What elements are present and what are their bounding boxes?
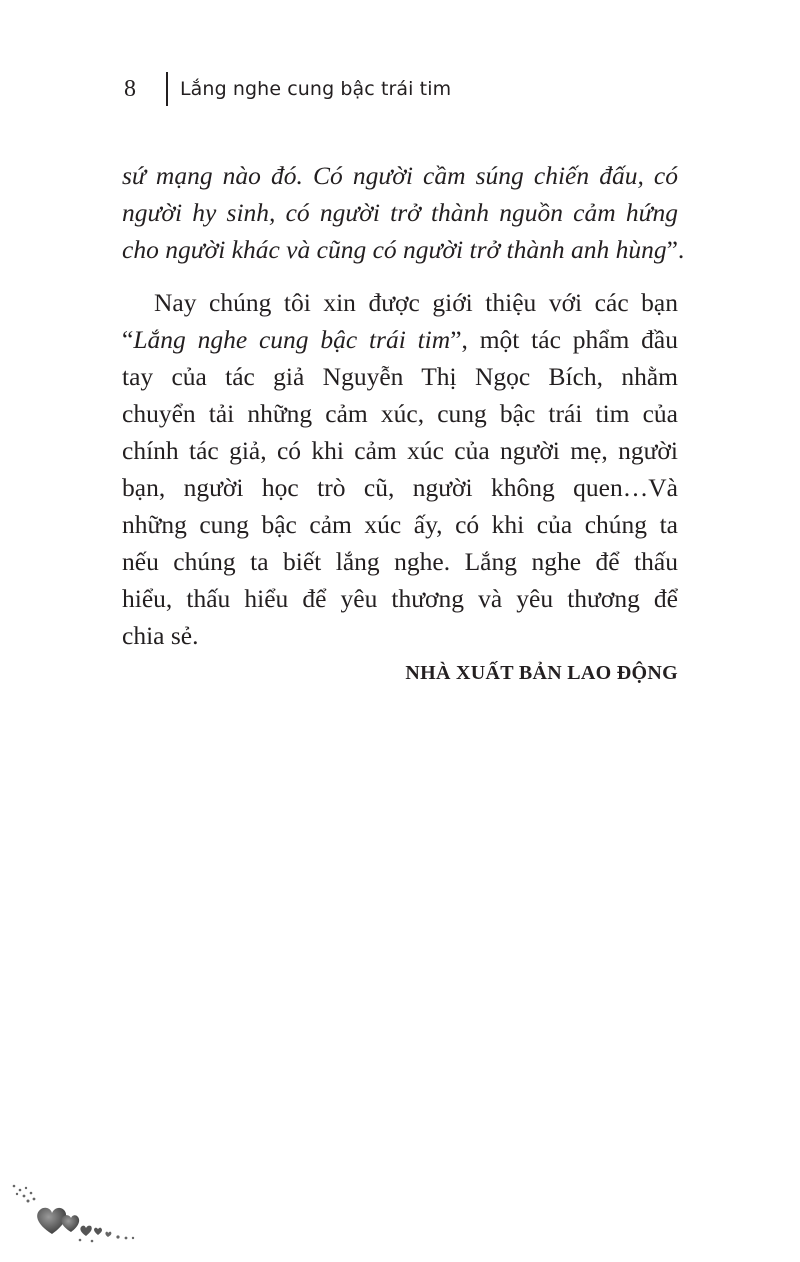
paragraph-line: chính tác giả, có khi cảm xúc của người mẹ, người bbox=[122, 436, 678, 465]
paragraph-line: bạn, người học trò cũ, người không quen…Và bbox=[122, 473, 678, 502]
quote-line: sứ mạng nào đó. Có người cầm súng chiến đấu, có bbox=[122, 161, 678, 190]
book-title: Lắng nghe cung bậc trái tim bbox=[133, 325, 451, 354]
open-quote: “ bbox=[122, 325, 134, 354]
quote-line: người hy sinh, có người trở thành nguồn cảm hứng bbox=[122, 198, 678, 227]
quote-continuation bbox=[122, 157, 685, 268]
paragraph-line-last: chia sẻ. bbox=[122, 621, 199, 650]
header-divider bbox=[166, 72, 168, 106]
quote-closing-mark: ”. bbox=[666, 235, 685, 264]
hearts-ornament-icon bbox=[8, 1180, 138, 1250]
publisher-signature: NHÀ XUẤT BẢN LAO ĐỘNG bbox=[405, 662, 678, 684]
paragraph-line: Nay chúng tôi xin được giới thiệu với các bạn bbox=[154, 288, 678, 317]
running-header bbox=[118, 72, 451, 106]
quote-line-last bbox=[122, 231, 685, 268]
paragraph-line: chuyển tải những cảm xúc, cung bậc trái tim của bbox=[122, 399, 678, 428]
page-number: 8 bbox=[124, 75, 136, 102]
paragraph-line: những cung bậc cảm xúc ấy, có khi của chúng ta bbox=[122, 510, 678, 539]
paragraph-text: ”, một tác phẩm đầu bbox=[450, 325, 678, 354]
paragraph-line: nếu chúng ta biết lắng nghe. Lắng nghe để thấu bbox=[122, 547, 678, 576]
paragraph-line: tay của tác giả Nguyễn Thị Ngọc Bích, nhằm bbox=[122, 362, 678, 391]
intro-paragraph bbox=[122, 284, 678, 654]
quote-line-text: cho người khác và cũng có người trở thành anh hùng bbox=[122, 235, 667, 264]
paragraph-line: hiểu, thấu hiểu để yêu thương và yêu thương để bbox=[122, 584, 678, 613]
paragraph-line-with-title bbox=[122, 321, 678, 358]
running-title: Lắng nghe cung bậc trái tim bbox=[180, 78, 452, 100]
